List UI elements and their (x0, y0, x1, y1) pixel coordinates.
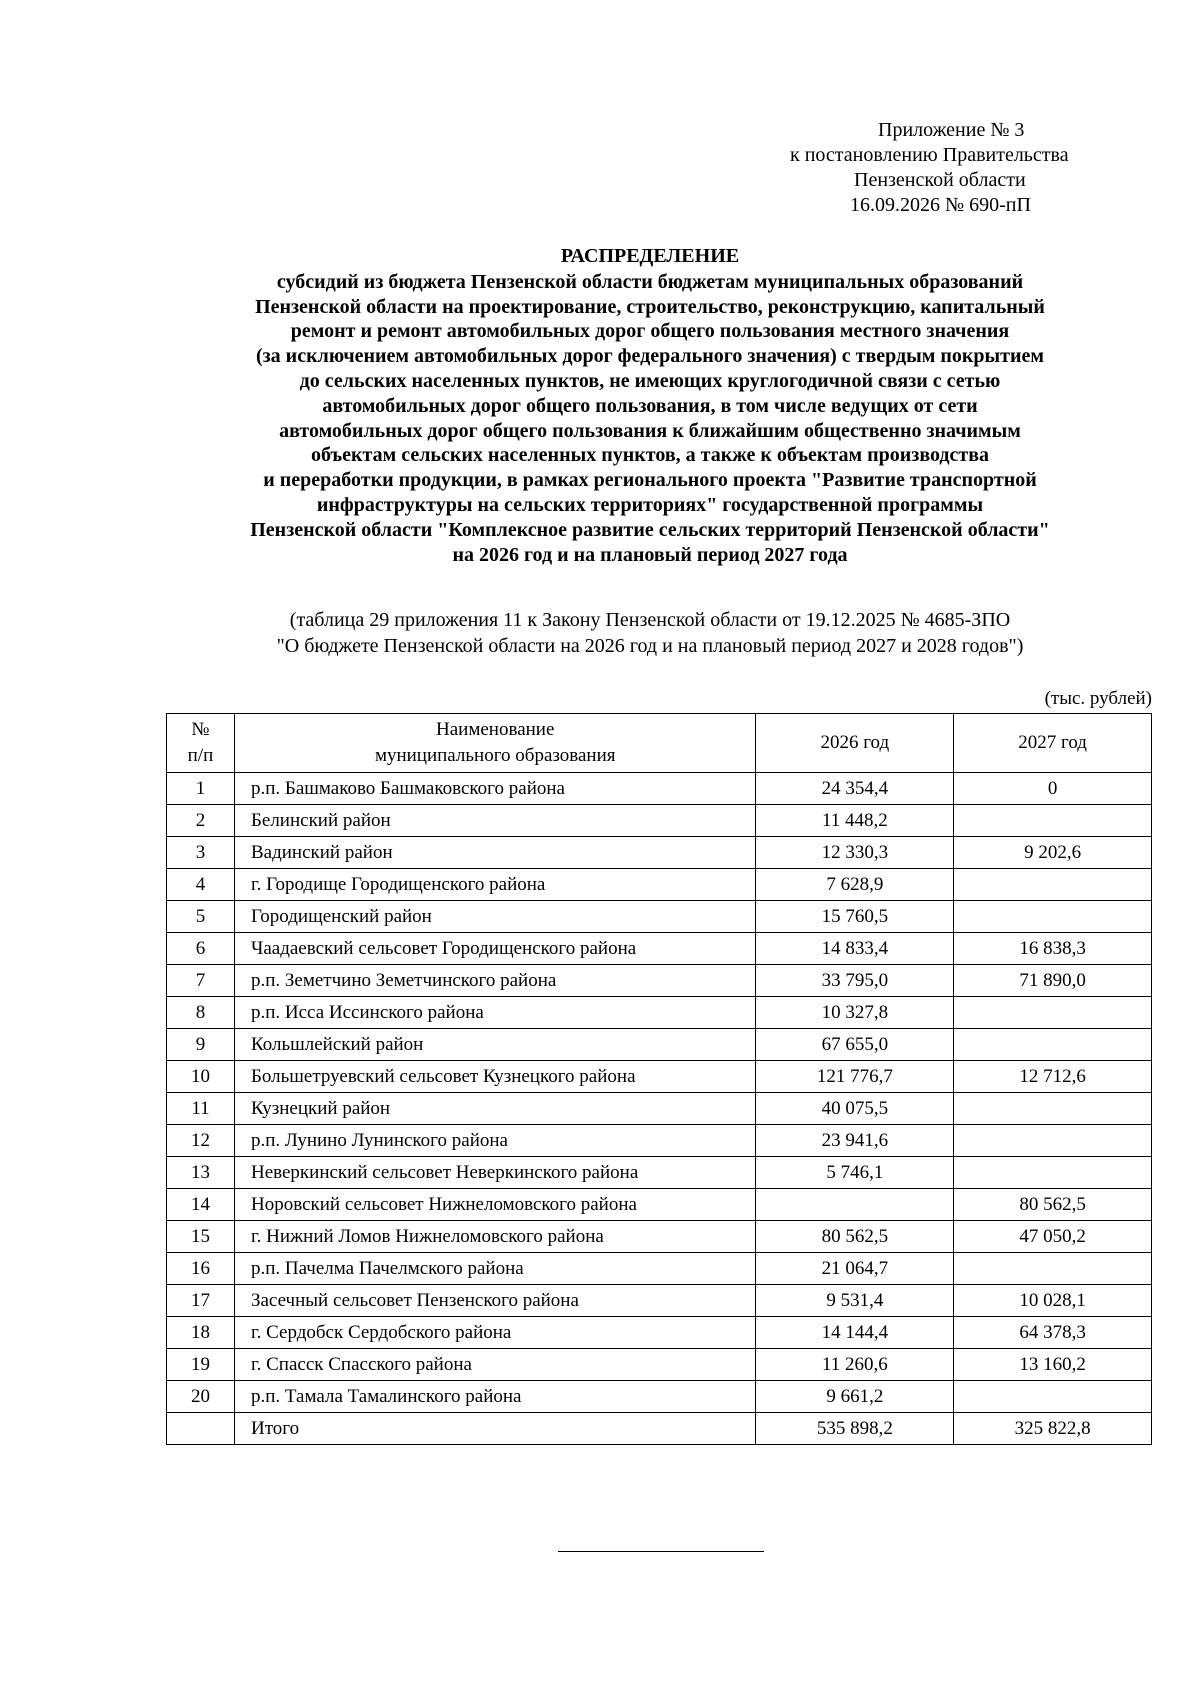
reference-line: "О бюджете Пензенской области на 2026 год и на плановый период 2027 и 2028 годов") (276, 635, 1024, 657)
title-line: автомобильных дорог общего пользования, в том числе ведущих от сети (322, 394, 978, 417)
cell-2026: 9 661,2 (756, 1381, 954, 1413)
header-name (234, 714, 755, 773)
cell-number: 11 (167, 1093, 235, 1125)
table-row (167, 997, 1152, 1029)
table-header-row (167, 714, 1152, 773)
table-row (167, 933, 1152, 965)
cell-2027: 325 822,8 (954, 1413, 1152, 1445)
title-line: и переработки продукции, в рамках регионального проекта "Развитие транспортной (263, 469, 1037, 492)
title-line: субсидий из бюджета Пензенской области бюджетам муниципальных образований (276, 270, 1024, 293)
cell-name: Норовский сельсовет Нижнеломовского района (234, 1189, 755, 1221)
title-line: ремонт и ремонт автомобильных дорог общего пользования местного значения (290, 320, 1010, 343)
table-row (167, 1093, 1152, 1125)
cell-2026: 80 562,5 (756, 1221, 954, 1253)
cell-name: р.п. Тамала Тамалинского района (234, 1381, 755, 1413)
cell-name: р.п. Пачелма Пачелмского района (234, 1253, 755, 1285)
table-row (167, 1125, 1152, 1157)
table-row (167, 1349, 1152, 1381)
title-line: Пензенской области "Комплексное развитие сельских территорий Пензенской области" (250, 518, 1050, 541)
cell-number: 9 (167, 1029, 235, 1061)
header-number-line1: № (191, 719, 210, 740)
table-row (167, 1189, 1152, 1221)
cell-2026: 14 833,4 (756, 933, 954, 965)
cell-name: г. Сердобск Сердобского района (234, 1317, 755, 1349)
reference-line: (таблица 29 приложения 11 к Закону Пензенской области от 19.12.2025 № 4685-ЗПО (289, 609, 1011, 631)
appendix-region: Пензенской области (854, 169, 1026, 191)
table-row (167, 901, 1152, 933)
cell-name: Большетруевский сельсовет Кузнецкого района (234, 1061, 755, 1093)
cell-2026: 11 448,2 (756, 805, 954, 837)
cell-2026: 5 746,1 (756, 1157, 954, 1189)
cell-2026: 23 941,6 (756, 1125, 954, 1157)
cell-number: 12 (167, 1125, 235, 1157)
cell-number: 1 (167, 773, 235, 805)
cell-2026 (756, 1189, 954, 1221)
cell-number: 16 (167, 1253, 235, 1285)
table-row (167, 773, 1152, 805)
cell-name: Неверкинский сельсовет Неверкинского района (234, 1157, 755, 1189)
footer-rule (558, 1551, 764, 1552)
cell-number: 15 (167, 1221, 235, 1253)
table-row (167, 1317, 1152, 1349)
cell-number: 10 (167, 1061, 235, 1093)
cell-number: 3 (167, 837, 235, 869)
cell-name: Кольшлейский район (234, 1029, 755, 1061)
appendix-date: 16.09.2026 № 690-пП (850, 194, 1031, 216)
cell-2027 (954, 805, 1152, 837)
cell-number: 5 (167, 901, 235, 933)
cell-number (167, 1413, 235, 1445)
distribution-table (166, 713, 1152, 1445)
cell-name: р.п. Башмаково Башмаковского района (234, 773, 755, 805)
cell-name: Белинский район (234, 805, 755, 837)
cell-name: Засечный сельсовет Пензенского района (234, 1285, 755, 1317)
cell-2026: 67 655,0 (756, 1029, 954, 1061)
table-row (167, 1253, 1152, 1285)
appendix-resolution: к постановлению Правительства (790, 144, 1069, 166)
cell-2027 (954, 997, 1152, 1029)
table-row (167, 1029, 1152, 1061)
cell-2027: 47 050,2 (954, 1221, 1152, 1253)
cell-number: 17 (167, 1285, 235, 1317)
table-row (167, 1381, 1152, 1413)
table-row (167, 1285, 1152, 1317)
title-line: автомобильных дорог общего пользования к ближайшим общественно значимым (279, 419, 1021, 442)
cell-2026: 15 760,5 (756, 901, 954, 933)
cell-2026: 9 531,4 (756, 1285, 954, 1317)
table-row (167, 805, 1152, 837)
table-total-row (167, 1413, 1152, 1445)
title-line: до сельских населенных пунктов, не имеющих круглогодичной связи с сетью (299, 369, 1001, 392)
cell-2026: 11 260,6 (756, 1349, 954, 1381)
cell-name: г. Спасск Спасского района (234, 1349, 755, 1381)
table-row (167, 869, 1152, 901)
cell-2027 (954, 1253, 1152, 1285)
cell-number: 4 (167, 869, 235, 901)
cell-number: 19 (167, 1349, 235, 1381)
title-line: объектам сельских населенных пунктов, а также к объектам производства (310, 444, 990, 467)
table-row (167, 1221, 1152, 1253)
header-name-line2: муниципального образования (374, 745, 616, 766)
header-name-line1: Наименование (436, 719, 555, 740)
cell-2027 (954, 1125, 1152, 1157)
title-line: инфраструктуры на сельских территориях" государственной программы (316, 493, 984, 516)
cell-number: 6 (167, 933, 235, 965)
title-line: (за исключением автомобильных дорог федерального значения) с твердым покрытием (255, 345, 1044, 368)
cell-2027: 64 378,3 (954, 1317, 1152, 1349)
cell-name: Кузнецкий район (234, 1093, 755, 1125)
cell-2026: 12 330,3 (756, 837, 954, 869)
cell-number: 18 (167, 1317, 235, 1349)
cell-2026: 40 075,5 (756, 1093, 954, 1125)
header-number-line2: п/п (187, 745, 214, 766)
cell-2027: 71 890,0 (954, 965, 1152, 997)
cell-number: 8 (167, 997, 235, 1029)
cell-2026: 535 898,2 (756, 1413, 954, 1445)
cell-2027 (954, 901, 1152, 933)
cell-2026: 10 327,8 (756, 997, 954, 1029)
cell-name: Городищенский район (234, 901, 755, 933)
document-title (160, 244, 1140, 567)
cell-2027: 0 (954, 773, 1152, 805)
table-row (167, 965, 1152, 997)
cell-2026: 33 795,0 (756, 965, 954, 997)
cell-name: Итого (234, 1413, 755, 1445)
title-heading: РАСПРЕДЕЛЕНИЕ (560, 245, 740, 267)
cell-2026: 21 064,7 (756, 1253, 954, 1285)
cell-name: Вадинский район (234, 837, 755, 869)
appendix-header (790, 118, 1190, 218)
cell-2027: 12 712,6 (954, 1061, 1152, 1093)
header-year-2026: 2026 год (756, 714, 954, 773)
table-row (167, 1061, 1152, 1093)
cell-2026: 7 628,9 (756, 869, 954, 901)
units-label: (тыс. рублей) (1044, 688, 1152, 709)
cell-number: 20 (167, 1381, 235, 1413)
cell-2027 (954, 1093, 1152, 1125)
cell-number: 7 (167, 965, 235, 997)
cell-name: г. Городище Городищенского района (234, 869, 755, 901)
header-number (167, 714, 235, 773)
cell-2027: 13 160,2 (954, 1349, 1152, 1381)
cell-2027 (954, 1381, 1152, 1413)
cell-number: 2 (167, 805, 235, 837)
appendix-number: Приложение № 3 (878, 119, 1025, 141)
table-row (167, 1157, 1152, 1189)
cell-2026: 24 354,4 (756, 773, 954, 805)
cell-name: р.п. Земетчино Земетчинского района (234, 965, 755, 997)
cell-2026: 14 144,4 (756, 1317, 954, 1349)
cell-name: Чаадаевский сельсовет Городищенского района (234, 933, 755, 965)
cell-2027: 80 562,5 (954, 1189, 1152, 1221)
law-reference (160, 607, 1140, 659)
cell-2027 (954, 869, 1152, 901)
cell-name: р.п. Лунино Лунинского района (234, 1125, 755, 1157)
cell-2027: 9 202,6 (954, 837, 1152, 869)
table-row (167, 837, 1152, 869)
cell-name: р.п. Исса Иссинского района (234, 997, 755, 1029)
cell-number: 14 (167, 1189, 235, 1221)
cell-2027 (954, 1157, 1152, 1189)
table-body (167, 773, 1152, 1445)
cell-number: 13 (167, 1157, 235, 1189)
cell-name: г. Нижний Ломов Нижнеломовского района (234, 1221, 755, 1253)
cell-2027: 10 028,1 (954, 1285, 1152, 1317)
cell-2027 (954, 1029, 1152, 1061)
title-line: на 2026 год и на плановый период 2027 года (452, 543, 848, 566)
header-year-2027: 2027 год (954, 714, 1152, 773)
cell-2026: 121 776,7 (756, 1061, 954, 1093)
title-line: Пензенской области на проектирование, строительство, реконструкцию, капитальный (255, 295, 1045, 318)
cell-2027: 16 838,3 (954, 933, 1152, 965)
